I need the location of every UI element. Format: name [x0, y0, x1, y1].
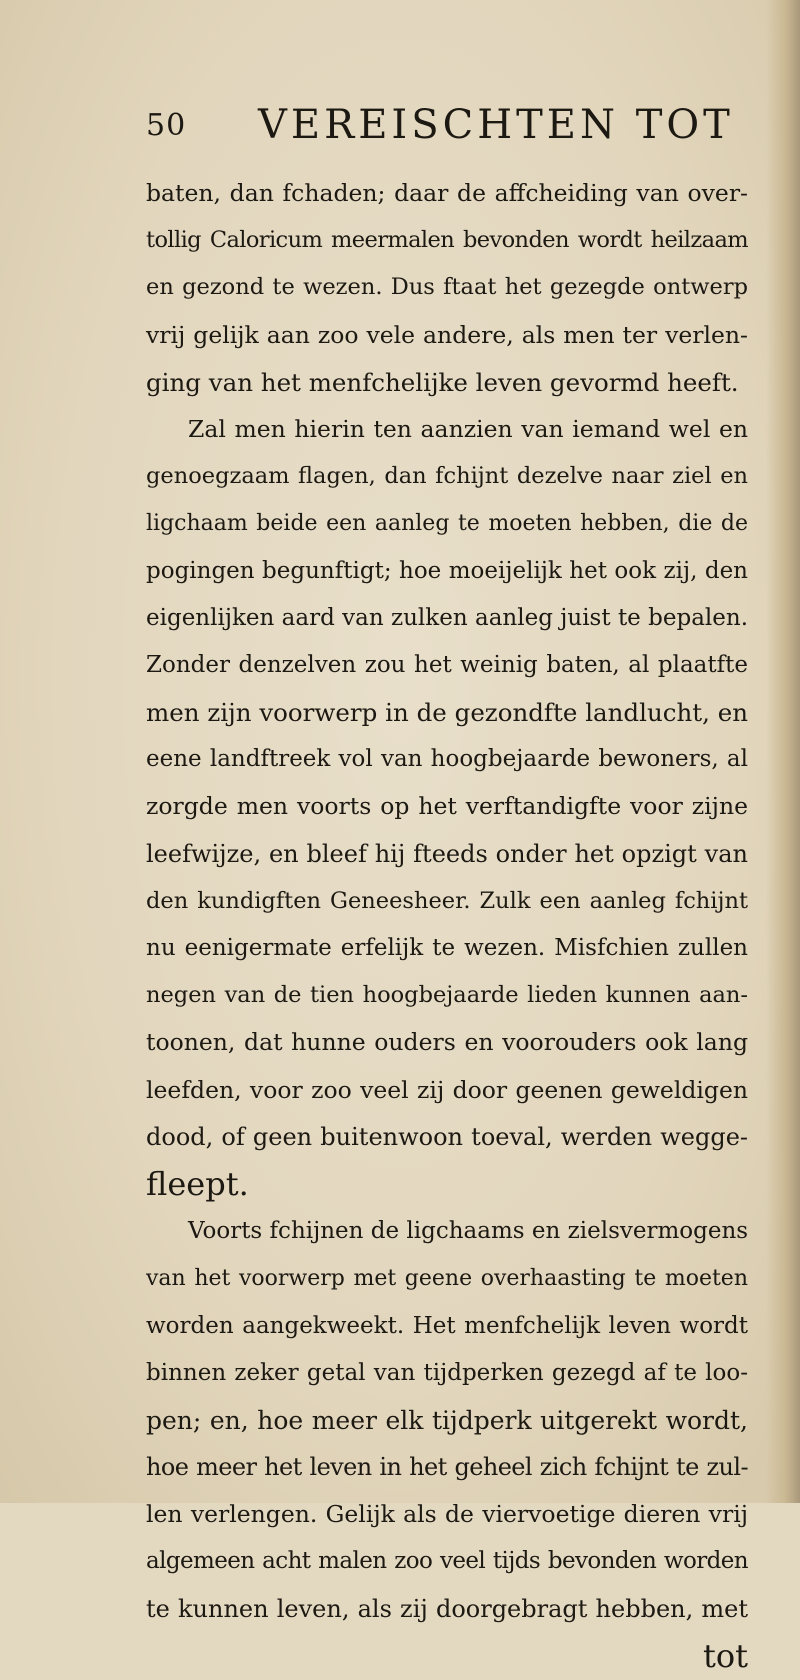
text-line: leefden, voor zoo veel zij door geenen geweldigen: [146, 1075, 748, 1104]
text-line: dood, of geen buitenwoon toeval, werden wegge-: [146, 1122, 748, 1151]
body-text: [146, 170, 748, 1680]
catchword: tot: [703, 1636, 748, 1675]
text-line: len verlengen. Gelijk als de viervoetige dieren vrij: [146, 1500, 748, 1529]
text-line: Zonder denzelven zou het weinig baten, al plaatfte: [146, 651, 748, 678]
text-line: eene landftreek vol van hoogbejaarde bewoners, al: [146, 746, 748, 773]
text-line: ging van het menfchelijke leven gevormd heeft.: [146, 367, 739, 397]
text-line: men zijn voorwerp in de gezondfte landlucht, en: [146, 698, 748, 728]
text-line: tollig Caloricum meermalen bevonden wordt heilzaam: [146, 227, 748, 254]
text-line: nu eenigermate erfelijk te wezen. Misfchien zullen: [146, 935, 748, 961]
text-line: Voorts fchijnen de ligchaams en zielsvermogens: [188, 1218, 749, 1245]
page-number: 50: [146, 108, 187, 143]
text-line: binnen zeker getal van tijdperken gezegd af te loo-: [146, 1359, 748, 1386]
text-line: te kunnen leven, als zij doorgebragt hebben, met: [146, 1594, 748, 1623]
running-head: VEREISCHTEN TOT: [258, 102, 734, 148]
text-line: toonen, dat hunne ouders en voorouders ook lang: [146, 1028, 748, 1057]
text-line: en gezond te wezen. Dus ftaat het gezegde ontwerp: [146, 274, 748, 301]
page-header: [0, 102, 800, 152]
text-line: hoe meer het leven in het geheel zich fchijnt te zul-: [146, 1453, 748, 1482]
text-line: genoegzaam flagen, dan fchijnt dezelve naar ziel en: [146, 463, 748, 490]
text-line: pen; en, hoe meer elk tijdperk uitgerekt wordt,: [146, 1405, 748, 1435]
text-line: ligchaam beide een aanleg te moeten hebben, die de: [146, 511, 748, 537]
text-line: pogingen begunftigt; hoe moeijelijk het ook zij, den: [146, 557, 748, 584]
text-line: leefwijze, en bleef hij fteeds onder het opzigt van: [146, 839, 748, 868]
text-line: van het voorwerp met geene overhaasting te moeten: [146, 1266, 748, 1292]
text-line: den kundigften Geneesheer. Zulk een aanleg fchijnt: [146, 887, 748, 914]
text-line: eigenlijken aard van zulken aanleg juist te bepalen.: [146, 604, 748, 631]
text-line: vrij gelijk aan zoo vele andere, als men ter verlen-: [146, 320, 748, 349]
text-line: fleept.: [146, 1164, 249, 1203]
text-line: Zal men hierin ten aanzien van iemand wel en: [188, 414, 748, 443]
text-line: baten, dan fchaden; daar de affcheiding van over-: [146, 179, 748, 207]
page-edge-shadow: [766, 0, 800, 1503]
text-line: zorgde men voorts op het verftandigfte voor zijne: [146, 792, 748, 821]
text-line: worden aangekweekt. Het menfchelijk leven wordt: [146, 1312, 748, 1339]
text-line: negen van de tien hoogbejaarde lieden kunnen aan-: [146, 982, 748, 1009]
text-line: algemeen acht malen zoo veel tijds bevonden worden: [146, 1548, 748, 1575]
